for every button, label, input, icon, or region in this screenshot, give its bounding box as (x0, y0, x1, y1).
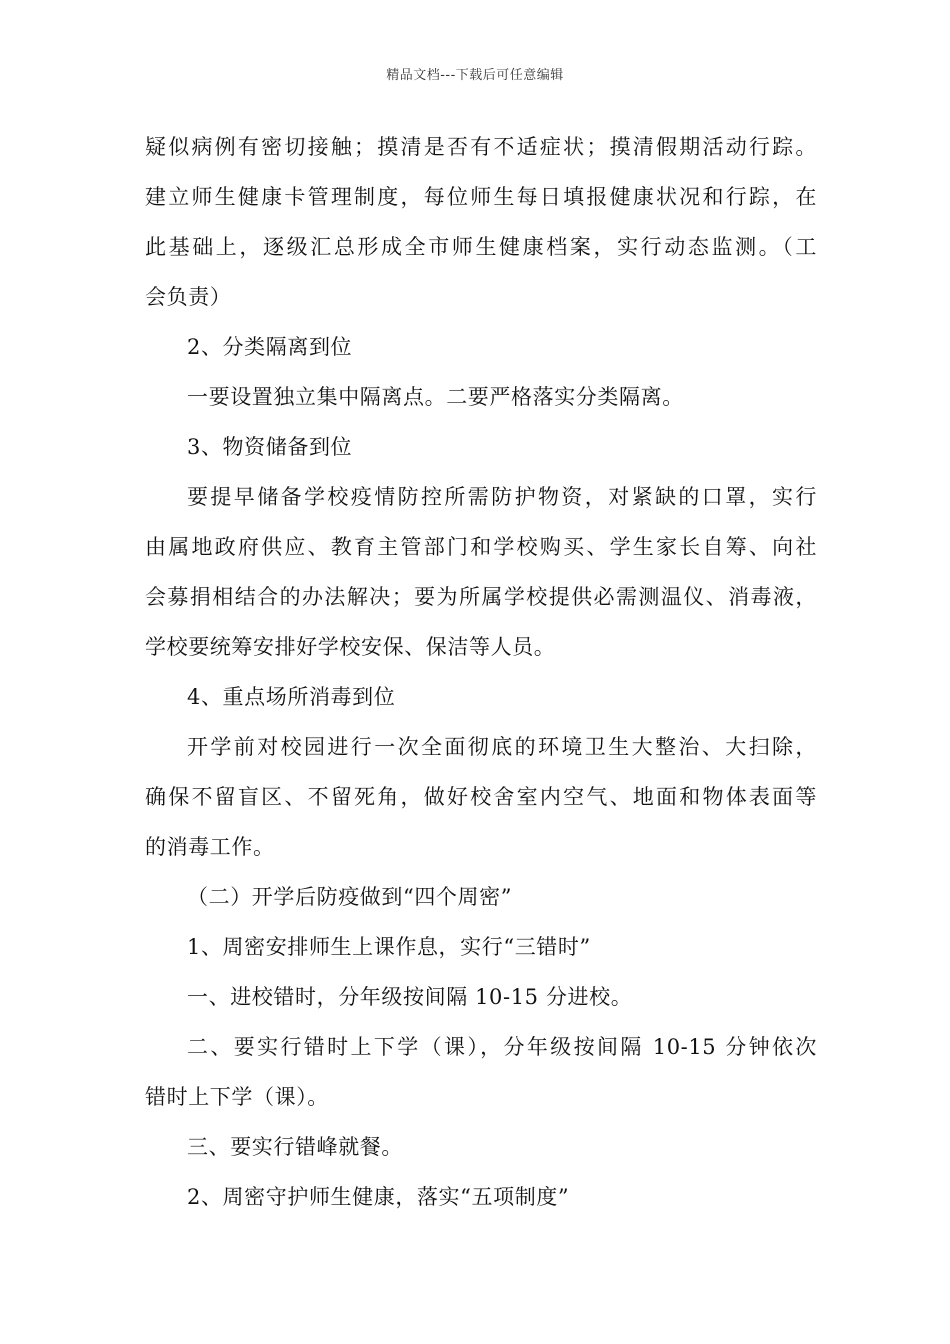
paragraph-line: 由属地政府供应、教育主管部门和学校购买、学生家长自筹、向社 (145, 535, 817, 559)
paragraph-line: 错时上下学（课）。 (145, 1085, 329, 1109)
paragraph-line: 确保不留盲区、不留死角，做好校舍室内空气、地面和物体表面等 (145, 785, 817, 809)
section-heading: 4、重点场所消毒到位 (187, 685, 396, 709)
paragraph-line: 建立师生健康卡管理制度，每位师生每日填报健康状况和行踪，在 (145, 185, 817, 209)
section-heading: （二）开学后防疫做到“四个周密” (187, 885, 513, 909)
paragraph-line: 要提早储备学校疫情防控所需防护物资，对紧缺的口罩，实行 (187, 485, 817, 509)
paragraph-line: 一要设置独立集中隔离点。二要严格落实分类隔离。 (187, 385, 684, 409)
document-body (145, 128, 817, 1228)
section-heading: 2、周密守护师生健康，落实“五项制度” (187, 1185, 570, 1209)
paragraph-line: 三、要实行错峰就餐。 (187, 1135, 403, 1159)
paragraph-line: 疑似病例有密切接触；摸清是否有不适症状；摸清假期活动行踪。 (145, 135, 817, 159)
paragraph-line: 学校要统筹安排好学校安保、保洁等人员。 (145, 635, 556, 659)
paragraph-line: 的消毒工作。 (145, 835, 275, 859)
paragraph-line: 会募捐相结合的办法解决；要为所属学校提供必需测温仪、消毒液， (145, 585, 817, 609)
page-header: 精品文档---下载后可任意编辑 (386, 68, 564, 83)
section-heading: 1、周密安排师生上课作息，实行“三错时” (187, 935, 591, 959)
paragraph-line: 会负责） (145, 285, 232, 309)
section-heading: 3、物资储备到位 (187, 435, 353, 459)
paragraph-line: 二、要实行错时上下学（课），分年级按间隔 10-15 分钟依次 (187, 1035, 817, 1059)
section-heading: 2、分类隔离到位 (187, 335, 353, 359)
paragraph-line: 一、进校错时，分年级按间隔 10-15 分进校。 (187, 985, 633, 1009)
paragraph-line: 此基础上，逐级汇总形成全市师生健康档案，实行动态监测。（工 (145, 235, 817, 259)
paragraph-line: 开学前对校园进行一次全面彻底的环境卫生大整治、大扫除， (187, 735, 817, 759)
